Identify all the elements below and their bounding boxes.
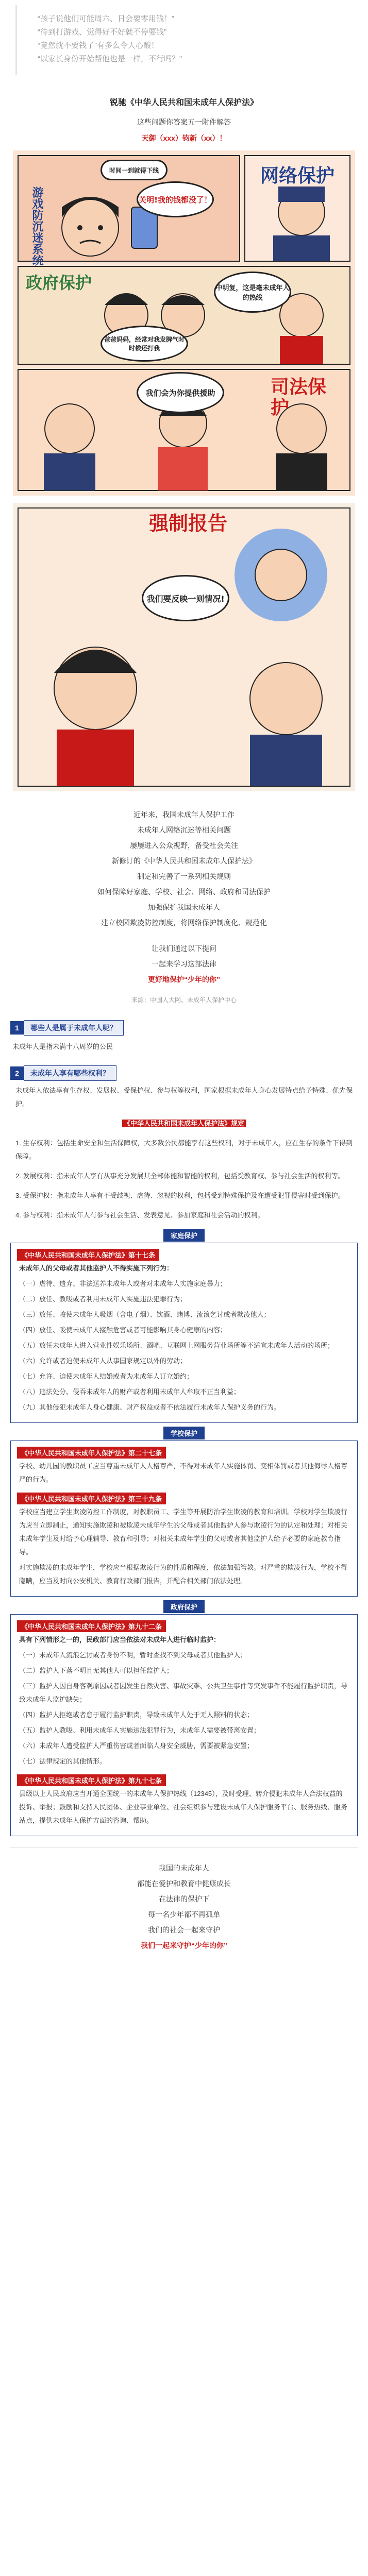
box-title: 家庭保护: [163, 1229, 205, 1242]
intro-line: 如何保障好家庭、学校、社会、网络、政府和司法保护: [97, 888, 271, 896]
intro-line: 未成年人网络沉迷等相关问题: [137, 826, 231, 834]
law-intro: 未成年人的父母或者其他监护人不得实施下列行为：: [19, 1264, 174, 1272]
law-article-title: 《中华人民共和国未成年人保护法》第九十七条: [17, 1774, 166, 1786]
label-mandatory-report: 强制报告: [148, 512, 227, 535]
law-item: （三）监护人因自身客观原因或者因发生自然灾害、事故灾难、公共卫生事件等突发事件不能履行监护职责，导致未成年人监护缺失；: [19, 1682, 348, 1703]
law-text: 对实施欺凌的未成年学生，学校应当根据欺凌行为的性质和程度，依法加强管教。对严重的欺凌行为，学校不得隐瞒，应当及时向公安机关、教育行政部门报告，并配合相关部门依法处理。: [19, 1564, 348, 1585]
government-protection-box: [10, 1603, 358, 1836]
speech-bubble-report: 我们要反映一则情况!: [142, 575, 229, 621]
law-article-title: 《中华人民共和国未成年人保护法》第十七条: [17, 1249, 159, 1261]
closing-line-text: 我们一起来守护“少年的你”: [141, 1941, 227, 1950]
closing-line-highlight: [0, 1938, 368, 1953]
quote-line: “竟然就不要钱了”有多么令人心酸！: [38, 41, 159, 50]
law-item: （八）违法处分、侵吞未成年人的财产或者利用未成年人牟取不正当利益；: [19, 1388, 241, 1396]
intro-line: 建立校园欺凌防控制度，将网络保护制度化、规范化: [101, 919, 267, 927]
label-judicial-protection: 司法保护: [271, 377, 327, 418]
label-network-protection: 网络保护: [260, 165, 335, 187]
speech-bubble-abuse: 爸爸妈妈，经常对我发脾气时时候还打我: [101, 326, 188, 362]
law-item: （一）未成年人流浪乞讨或者身份不明，暂时查找不到父母或者其他监护人；: [19, 1651, 247, 1659]
speech-bubble-hotline: 中明复，这是毫未成年人的热线: [214, 272, 291, 313]
question-label: 未成年人享有哪些权利？: [24, 1065, 116, 1081]
question-header: [10, 1065, 358, 1081]
rights-paragraph: 4. 参与权利：指未成年人有参与社会生活、发表意见、参加家庭和社会活动的权利。: [15, 1211, 264, 1219]
speech-bubble-aid: 我们会为你提供援助: [137, 372, 224, 413]
rights-title: [10, 1114, 358, 1133]
rights-paragraph: 3. 受保护权：指未成年人享有不受歧视、虐待、忽视的权利，包括受到特殊保护及在遭受犯罪侵害时受到保护。: [15, 1192, 345, 1199]
intro-line: 新修订的《中华人民共和国未成年人保护法》: [112, 857, 256, 865]
intro-line: 让我们通过以下提问: [152, 944, 216, 953]
question-number: 2: [10, 1066, 24, 1080]
intro-line: 屡屡进入公众视野，备受社会关注: [130, 841, 238, 850]
comic-poster-report: [13, 503, 355, 791]
speech-bubble-timer: 时间一到就得下线: [101, 160, 168, 180]
label-game-antiaddiction: 游戏防沉迷系统: [30, 187, 43, 266]
intro-line: 制定和完善了一系列相关规则: [137, 872, 231, 880]
label-government-protection: 政府保护: [26, 273, 92, 293]
poster-report-illustration: [13, 503, 355, 791]
family-protection-box: [10, 1232, 358, 1423]
closing-section: [0, 1860, 368, 1953]
article-authors: 天御（xxx）钧新（xx）！: [141, 134, 227, 142]
rights-paragraph: 1. 生存权利：包括生命安全和生活保障权，大多数公民都能享有这些权利，对于未成年人，应在生存的条件下得到保障。: [15, 1139, 353, 1160]
answer-paragraph: 未成年人依法享有生存权、发展权、受保护权、参与权等权利，国家根据未成年人身心发展特点给予特殊、优先保护。: [15, 1087, 353, 1108]
rights-paragraph: 2. 发展权利：指未成年人享有从事充分发展其全部体能和智能的权利，包括受教育权、参与社会生活的权利等。: [15, 1172, 345, 1180]
question-number: 1: [10, 1021, 24, 1035]
law-item: （二）监护人下落不明且无其他人可以担任监护人；: [19, 1667, 174, 1674]
intro-section: [0, 807, 368, 1008]
intro-line: 一起来学习这部法律: [152, 960, 216, 968]
question-2: [10, 1065, 358, 1225]
law-article-title: 《中华人民共和国未成年人保护法》第二十七条: [17, 1447, 166, 1459]
law-item: （四）监护人拒绝或者怠于履行监护职责，导致未成年人处于无人照料的状态；: [19, 1711, 254, 1719]
quote-line: “待到打游戏、觉得好不好就不停要钱”: [38, 28, 166, 37]
closing-line: 每一名少年都不再孤单: [148, 1910, 220, 1919]
article-subtitle: 这些问题你答案五一附件解答: [137, 118, 231, 126]
law-item: （四）放任、唆使未成年人接触危害或者可能影响其身心健康的内容；: [19, 1326, 227, 1334]
quote-block: [15, 5, 353, 75]
school-protection-box: [10, 1430, 358, 1597]
law-text: 县级以上人民政府应当开通全国统一的未成年人保护热线（12345），及时受理、转介侵犯未成年人合法权益的投诉、举报；鼓励和支持人民团体、企业事业单位、社会组织参与建设未成年人保护服务平台、服务热线、服务站点，提供未成年人保护方面的咨询、帮助。: [19, 1790, 348, 1824]
law-text: 学校应当建立学生欺凌防控工作制度，对教职员工、学生等开展防治学生欺凌的教育和培训。学校对学生欺凌行为应当立即制止，通知实施欺凌和被欺凌未成年学生的父母或者其他监护人参与欺凌行为的认定和处理；对相关未成年学生及时给予心理辅导、教育和引导；对相关未成年学生的父母或者其他监护人给予必要的家庭教育指导。: [19, 1508, 348, 1556]
law-item: （七）允许、迫使未成年人结婚或者为未成年人订立婚约；: [19, 1372, 194, 1380]
box-title: 学校保护: [163, 1427, 205, 1439]
article-title: 锐驰《中华人民共和国未成年人保护法》: [109, 98, 258, 107]
law-article-title: 《中华人民共和国未成年人保护法》第三十九条: [17, 1493, 166, 1504]
question-header: [10, 1020, 358, 1036]
closing-line: 我们的社会一起来守护: [148, 1926, 220, 1934]
law-item: （六）允许或者迫使未成年人从事国家规定以外的劳动；: [19, 1357, 187, 1365]
closing-line: 都能在爱护和教育中健康成长: [137, 1879, 231, 1888]
law-item: （五）监护人教唆、利用未成年人实施违法犯罪行为，未成年人需要被带离安置；: [19, 1726, 261, 1734]
quote-line: “以家长身份开始帮他也是一样，不行吗？”: [38, 55, 182, 63]
law-item: （九）其他侵犯未成年人身心健康、财产权益或者不依法履行未成年人保护义务的行为。: [19, 1403, 281, 1411]
law-intro: 具有下列情形之一的，民政部门应当依法对未成年人进行临时监护：: [19, 1636, 221, 1643]
question-1: [10, 1020, 358, 1053]
article-header: [0, 75, 368, 143]
quote-line: “孩子说他们可能周六、日会要零用钱！”: [38, 14, 174, 23]
speech-bubble-money: 关明!我的钱都没了！: [137, 181, 214, 217]
law-item: （三）放任、唆使未成年人吸烟（含电子烟）、饮酒、赌博、流浪乞讨或者欺凌他人；: [19, 1311, 271, 1318]
intro-line: 近年来，我国未成年人保护工作: [133, 810, 235, 819]
closing-line: 在法律的保护下: [159, 1895, 209, 1903]
intro-line: 加强保护我国未成年人: [148, 903, 220, 911]
law-item: （六）未成年人遭受监护人严重伤害或者面临人身安全威胁，需要被紧急安置；: [19, 1742, 254, 1750]
comic-poster-protection: [13, 150, 355, 496]
law-item: （七）法律规定的其他情形。: [19, 1757, 107, 1765]
source-note: 来源：中国人大网、未成年人保护中心: [131, 996, 237, 1004]
law-item: （二）放任、教唆或者利用未成年人实施违法犯罪行为；: [19, 1295, 187, 1303]
closing-line: 我国的未成年人: [159, 1864, 209, 1872]
law-item: （五）放任未成年人进入营业性娱乐场所、酒吧、互联网上网服务营业场所等不适宜未成年人活动的场所；: [19, 1342, 334, 1349]
rights-title-text: 《中华人民共和国未成年人保护法》规定: [122, 1120, 246, 1127]
law-text: 学校、幼儿园的教职员工应当尊重未成年人人格尊严，不得对未成年人实施体罚、变相体罚或者其他侮辱人格尊严的行为。: [19, 1462, 348, 1483]
question-label: 哪些人是属于未成年人呢？: [24, 1020, 124, 1036]
box-title: 政府保护: [163, 1600, 205, 1613]
intro-line-highlight: 更好地保护“少年的你”: [148, 975, 220, 984]
answer-text: 未成年人是指未满十八周岁的公民: [12, 1043, 113, 1050]
law-article-title: 《中华人民共和国未成年人保护法》第九十二条: [17, 1620, 166, 1632]
law-item: （一）虐待、遗弃、非法送养未成年人或者对未成年人实施家庭暴力；: [19, 1280, 227, 1287]
